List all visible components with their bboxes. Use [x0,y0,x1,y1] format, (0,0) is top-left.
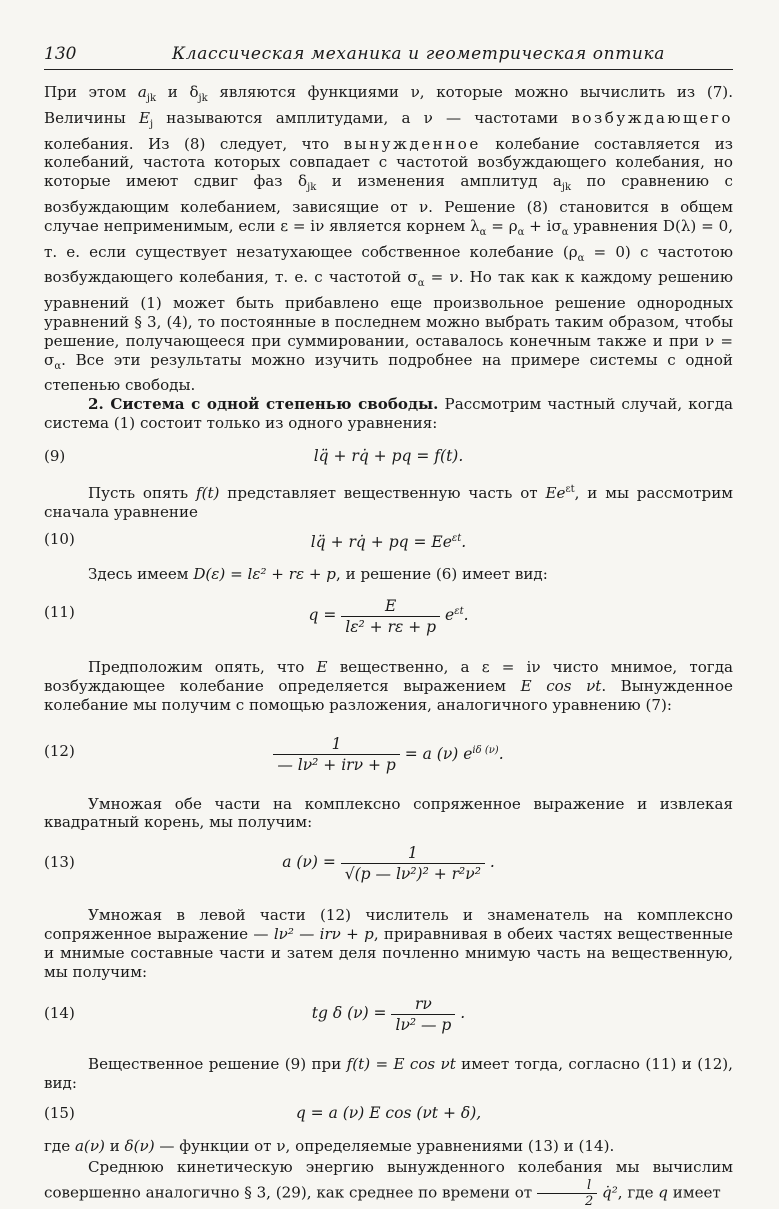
fraction: $\frac{r\nu}{\text{lν² — p}}$ [391,994,455,1035]
equation-number: (11) [44,603,75,622]
paragraph-5: Предположим опять, что E вещественно, а ε = iν чисто мнимое, тогда возбуждающее колебание определяется выражением E cos νt. Вынужденное колебание мы получим с помощью разложения, аналогичного уравнению (7): [44,658,733,714]
equation-number: (10) [44,530,75,549]
section-heading: 2. Система с одной степенью свободы. [88,395,439,414]
equation-number: (14) [44,1004,75,1023]
equation-12: (12) $\frac{1}{\text{— lν² + irν + p}}$ = a (ν) $e^{i\delta (\nu)}$. [44,729,733,773]
equation-13: (13) a (ν) = $\frac{1}{\text{√(p — lν²)² + r²ν²}}$ . [44,840,733,884]
paragraph-1: При этом $a_{jk}$ и $\delta_{jk}$ являются функциями ν, которые можно вычислить из (7). Величины $E_j$ называются амплитудами, а ν — частотами возбуждающего колебания. Из (8) следует, что вынужденное колебание составляется из колебаний, частота которых совпадает с частотой возбуждающего колебания, но которые имеют сдвиг фаз $\delta_{jk}$ и изменения амплитуд $a_{jk}$ по сравнению с возбуждающим колебанием, зависящие от ν. Решение (8) становится в общем случае неприменимым, если ε = iν является корнем $\lambda_\alpha = \rho_\alpha + i\sigma_\alpha$ уравнения D(λ) = 0, т. е. если существует незатухающее собственное колебание $(\rho_\alpha = 0)$ с частотою возбуждающего колебания, т. е. с частотой $\sigma_\alpha = \nu$. Но так как к каждому решению уравнений (1) может быть прибавлено еще произвольное решение однородных уравнений § 3, (4), то постоянные в последнем можно выбрать таким образом, чтобы решение, получающееся при суммировании, оставалось конечным также и при $\nu = \sigma_\alpha$. Все эти результаты можно изучить подробнее на примере системы с одной степенью свободы. [44,83,734,395]
paragraph-4: Здесь имеем D(ε) = lε² + rε + p, и решение (6) имеет вид: [88,565,548,584]
fraction: $\frac{1}{\text{— lν² + irν + p}}$ [273,734,399,775]
equation-11: (11) q = $\frac{E}{\text{lε² + rε + p}}$ $e^{\varepsilon t}$. [44,590,733,634]
fraction: $\frac{l}{2}$ [537,1178,597,1209]
running-title: Классическая механика и геометрическая оптика [172,44,665,64]
equation-number: (9) [44,446,66,465]
equation-9: (9) lq̈ + rq̇ + pq = f(t). [44,443,733,469]
paragraph-7: Умножая в левой части (12) числитель и знаменатель на комплексно сопряженное выражение — lν² — irν + p, приравнивая в обеих частях вещественные и мнимые составные части и затем деля почленно мнимую часть на вещественную, мы получим: [44,906,733,981]
equation-15: (15) q = a (ν) E cos (νt + δ), [44,1099,733,1127]
equation-number: (13) [44,853,75,872]
equation-number: (12) [44,741,75,760]
paragraph-3: Пусть опять f(t) представляет вещественную часть от $Ee^{\varepsilon t}$, и мы рассмотрим сначала уравнение [44,483,734,521]
paragraph-10: Среднюю кинетическую энергию вынужденного колебания мы вычислим совершенно аналогично § 3, (29), как среднее по времени от $\frac{l}{2}$ q̇², где q имеет [44,1157,733,1209]
paragraph-9: где a(ν) и δ(ν) — функции от ν, определяемые уравнениями (13) и (14). [44,1137,615,1156]
equation-number: (15) [44,1104,75,1123]
equation-10: (10) lq̈ + rq̇ + pq = $Ee^{\varepsilon t}$. [44,525,733,553]
equation-14: (14) tg δ (ν) = $\frac{r\nu}{\text{lν² — p}}$ . [44,991,733,1035]
paragraph-8: Вещественное решение (9) при f(t) = E cos νt имеет тогда, согласно (11) и (12), вид: [44,1055,733,1093]
paragraph-section-2: 2. Система с одной степенью свободы. Рассмотрим частный случай, когда система (1) состоит только из одного уравнения: [44,395,734,433]
fraction: $\frac{E}{\text{lε² + rε + p}}$ [341,596,440,637]
fraction: $\frac{1}{\text{√(p — lν²)² + r²ν²}}$ [341,843,485,884]
running-header [44,44,733,70]
page-number: 130 [44,44,77,64]
paragraph-6: Умножая обе части на комплексно сопряженное выражение и извлекая квадратный корень, мы получим: [44,794,733,832]
